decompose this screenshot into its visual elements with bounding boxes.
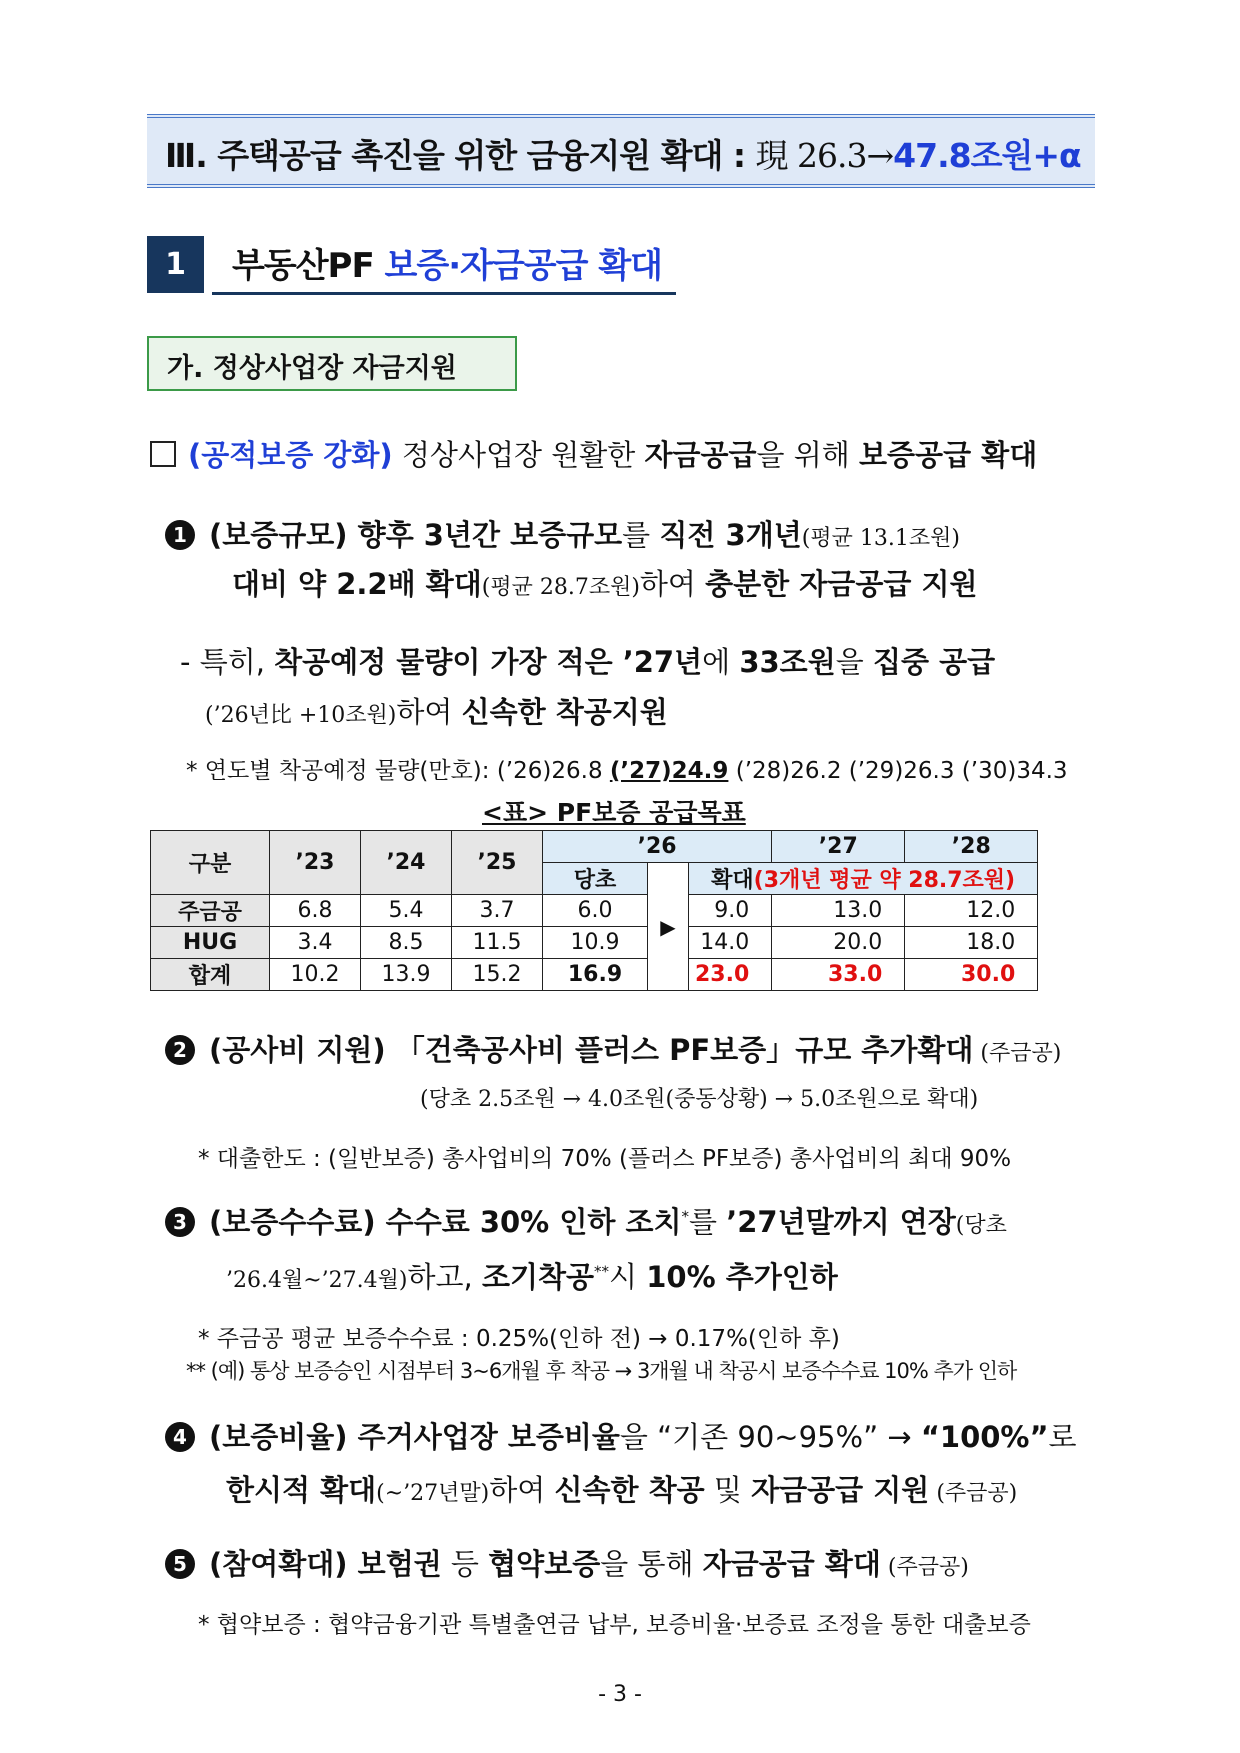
row-label: HUG <box>151 927 270 959</box>
item4-bold1: 주거사업장 보증비율 <box>347 1420 620 1454</box>
subsection-title <box>232 238 662 287</box>
note2: * 대출한도 : (일반보증) 총사업비의 70% (플러스 PF보증) 총사업비의 최대 90% <box>198 1146 1012 1172</box>
note1-prefix: * 연도별 착공예정 물량(만호): (’26)26.8 <box>186 758 610 784</box>
table-header-28: ’28 <box>905 831 1038 863</box>
item3-line1 <box>165 1200 1007 1241</box>
item4-small2: (주금공) <box>929 1481 1018 1506</box>
sub1-bold3: 집중 공급 <box>872 645 996 679</box>
item5-text1: 등 <box>441 1547 489 1581</box>
section-current: 現 26.3→ <box>755 136 894 175</box>
item3-line2 <box>226 1255 838 1296</box>
item2-bold2: 규모 추가확대 <box>795 1033 974 1067</box>
item3-text2: 하고, <box>407 1260 482 1294</box>
item4-text1: 을 “기존 90~95%” → <box>619 1420 921 1454</box>
item1-text1: 를 <box>622 518 660 552</box>
item3-sup2: ** <box>594 1262 610 1281</box>
sub1-text4: 하여 <box>396 695 462 729</box>
sub1-text1: 특히, <box>199 645 275 679</box>
item4-small: (~’27년말) <box>376 1481 490 1506</box>
item1-line2 <box>232 562 977 603</box>
sub1-bold2: 33조원 <box>739 645 836 679</box>
table-header-category: 구분 <box>151 831 270 895</box>
cell: 8.5 <box>361 927 452 959</box>
cell: 23.0 <box>689 959 772 991</box>
item4-bold5: 자금공급 지원 <box>751 1473 930 1507</box>
table-row-total <box>151 959 1038 991</box>
cell: 10.9 <box>543 927 648 959</box>
item1-small2: (평균 28.7조원) <box>481 575 640 600</box>
table-header-initial: 당초 <box>543 863 648 895</box>
page-number: - 3 - <box>598 1682 642 1707</box>
sub1-small: (’26년比 +10조원) <box>205 703 397 728</box>
table-row <box>151 895 1038 927</box>
item3-bold1: 수수료 30% 인하 조치 <box>375 1205 682 1239</box>
row-label: 주금공 <box>151 895 270 927</box>
item1-bold3: 대비 약 2.2배 확대 <box>232 567 482 601</box>
item3-tag: (보증수수료) <box>209 1205 376 1239</box>
item1-tag: (보증규모) <box>209 518 348 552</box>
section-roman: Ⅲ <box>165 136 196 175</box>
green-heading-box <box>147 336 517 391</box>
item3-bold3: 조기착공 <box>481 1260 595 1294</box>
item5-text2: 을 통해 <box>600 1547 703 1581</box>
subsection-number: 1 <box>147 236 204 293</box>
table-header-expand <box>689 863 1038 895</box>
cell: 30.0 <box>905 959 1038 991</box>
note1-suffix: (’28)26.2 (’29)26.3 (’30)34.3 <box>728 758 1068 784</box>
item4-text2: 로 <box>1048 1420 1077 1454</box>
item1-marker-icon: 1 <box>165 520 195 550</box>
table-header-24: ’24 <box>361 831 452 895</box>
cell: 14.0 <box>689 927 772 959</box>
note1-highlight: (’27)24.9 <box>609 758 729 784</box>
subsection-title-blue: 보증·자금공급 확대 <box>384 246 663 286</box>
table-header-27: ’27 <box>772 831 905 863</box>
table-header-expand-note: (3개년 평균 약 28.7조원) <box>753 868 1016 893</box>
table-title: <표> PF보증 공급목표 <box>482 798 746 827</box>
intro-bold1: 자금공급 <box>644 438 757 472</box>
item3-small1: (당초 <box>955 1213 1007 1238</box>
pf-guarantee-table <box>150 830 1038 991</box>
row-label: 합계 <box>151 959 270 991</box>
section-target: 47.8조원+α <box>893 136 1081 175</box>
item3-sup1: * <box>681 1207 689 1226</box>
cell: 13.9 <box>361 959 452 991</box>
cell: 11.5 <box>452 927 543 959</box>
sub1-line1 <box>180 640 995 681</box>
cell: 12.0 <box>905 895 1038 927</box>
item1-bold1: 향후 3년간 보증규모 <box>347 518 623 552</box>
item2-line2: (당초 2.5조원 → 4.0조원(중동상황) → 5.0조원으로 확대) <box>420 1087 979 1112</box>
cell: 15.2 <box>452 959 543 991</box>
item2-small: (주금공) <box>973 1041 1062 1066</box>
item4-bold2: “100%” <box>920 1420 1049 1454</box>
item4-line2 <box>226 1468 1017 1509</box>
intro-bold2: 보증공급 확대 <box>859 438 1038 472</box>
cell: 20.0 <box>772 927 905 959</box>
item3-text1: 를 <box>688 1205 727 1239</box>
cell: 5.4 <box>361 895 452 927</box>
cell: 18.0 <box>905 927 1038 959</box>
item5-small: (주금공) <box>880 1555 969 1580</box>
sub1-text3: 을 <box>835 645 873 679</box>
section-title <box>165 130 1081 177</box>
note1 <box>186 752 1068 785</box>
item4-bold3: 한시적 확대 <box>226 1473 377 1507</box>
item1-bold4: 충분한 자금공급 지원 <box>705 567 978 601</box>
intro-text2: 을 위해 <box>756 438 860 472</box>
note5: * 협약보증 : 협약금융기관 특별출연금 납부, 보증비율·보증료 조정을 통한 대출보증 <box>198 1612 1031 1638</box>
item3-bold4: 10% 추가인하 <box>646 1260 838 1294</box>
item4-text3: 하여 <box>489 1473 555 1507</box>
item4-marker-icon: 4 <box>165 1422 195 1452</box>
intro-tag: (공적보증 강화) <box>188 438 393 472</box>
sub1-text2: 에 <box>702 645 740 679</box>
table-row <box>151 927 1038 959</box>
table-header-expand-label: 확대 <box>711 868 754 893</box>
item5-line1 <box>165 1542 969 1583</box>
cell: 13.0 <box>772 895 905 927</box>
item4-text4: 및 <box>704 1473 752 1507</box>
item2-line1 <box>165 1028 1061 1069</box>
item2-tag: (공사비 지원) <box>209 1033 386 1067</box>
arrow-icon: ▶ <box>648 863 689 991</box>
green-heading-text: 가. 정상사업장 자금지원 <box>167 353 457 384</box>
item5-marker-icon: 5 <box>165 1549 195 1579</box>
intro-text1: 정상사업장 원활한 <box>392 438 645 472</box>
item5-bold3: 자금공급 확대 <box>702 1547 881 1581</box>
item5-bold1: 보험권 <box>347 1547 442 1581</box>
table-header-25: ’25 <box>452 831 543 895</box>
sub1-bold4: 신속한 착공지원 <box>461 695 668 729</box>
cell: 10.2 <box>270 959 361 991</box>
cell: 3.7 <box>452 895 543 927</box>
subsection-title-black: 부동산PF <box>232 246 385 286</box>
item3-text3: 시 <box>609 1260 647 1294</box>
sub1-bold1: 착공예정 물량이 가장 적은 ’27년 <box>274 645 703 679</box>
checkbox-icon <box>150 441 176 467</box>
item2-bold1: 「건축공사비 플러스 PF보증」 <box>385 1033 796 1067</box>
cell: 6.8 <box>270 895 361 927</box>
item4-bold4: 신속한 착공 <box>554 1473 705 1507</box>
item2-marker-icon: 2 <box>165 1035 195 1065</box>
section-title-text: . 주택공급 촉진을 위한 금융지원 확대 : <box>195 136 756 175</box>
cell: 6.0 <box>543 895 648 927</box>
item3-marker-icon: 3 <box>165 1207 195 1237</box>
item3-bold2: ’27년말까지 연장 <box>726 1205 956 1239</box>
cell: 9.0 <box>689 895 772 927</box>
sub1-line2 <box>205 690 668 731</box>
table-header-26: ’26 <box>543 831 772 863</box>
cell: 3.4 <box>270 927 361 959</box>
item1-bold2: 직전 3개년 <box>659 518 802 552</box>
item5-bold2: 협약보증 <box>488 1547 601 1581</box>
section-header <box>147 114 1095 188</box>
item5-tag: (참여확대) <box>209 1547 348 1581</box>
item1-line1 <box>165 513 960 554</box>
subsection-underline <box>212 292 676 295</box>
item1-text2: 하여 <box>639 567 706 601</box>
cell: 33.0 <box>772 959 905 991</box>
note3b: ** (예) 통상 보증승인 시점부터 3~6개월 후 착공 → 3개월 내 착공시 보증수수료 10% 추가 인하 <box>186 1359 1017 1383</box>
note3a: * 주금공 평균 보증수수료 : 0.25%(인하 전) → 0.17%(인하 후) <box>198 1326 840 1352</box>
item4-line1 <box>165 1415 1077 1456</box>
intro-paragraph <box>150 433 1037 474</box>
item3-small2: ’26.4월~’27.4월) <box>226 1268 408 1293</box>
item1-small1: (평균 13.1조원) <box>801 526 960 551</box>
table-header-23: ’23 <box>270 831 361 895</box>
item4-tag: (보증비율) <box>209 1420 348 1454</box>
cell: 16.9 <box>543 959 648 991</box>
sub1-dash: - <box>180 645 200 679</box>
